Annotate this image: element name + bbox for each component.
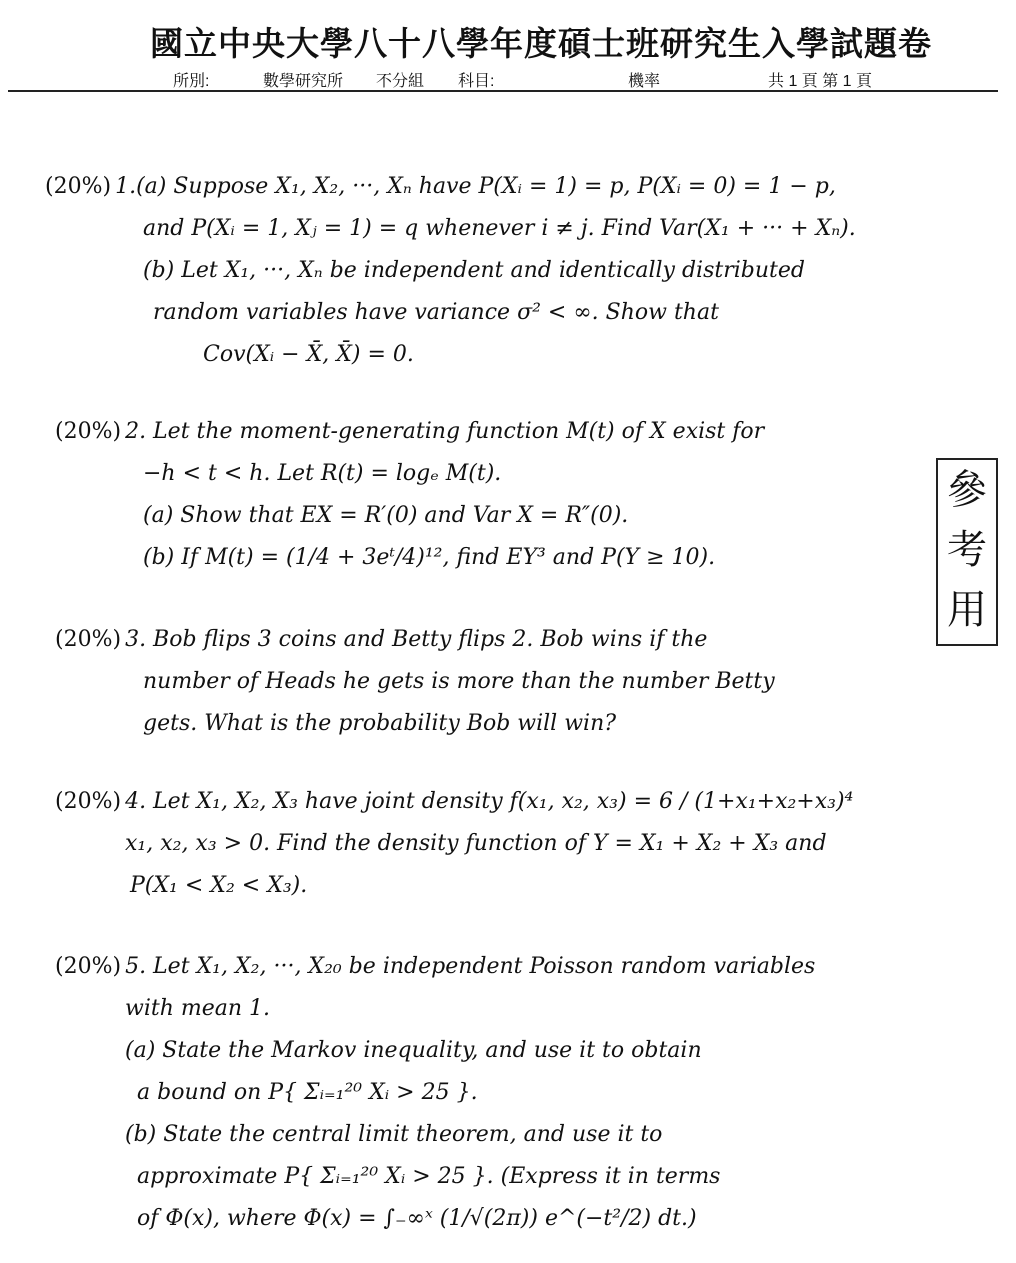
exam-header-row — [8, 64, 998, 92]
question-line: 4. Let X₁, X₂, X₃ have joint density f(x₁, x₂, x₃) = 6 / (1+x₁+x₂+x₃)⁴ — [125, 789, 854, 814]
stamp-char: 考 — [947, 527, 987, 573]
question-line: and P(Xᵢ = 1, Xⱼ = 1) = q whenever i ≠ j. Find Var(X₁ + ··· + Xₙ). — [143, 216, 856, 241]
question-line: x₁, x₂, x₃ > 0. Find the density function of Y = X₁ + X₂ + X₃ and — [125, 831, 827, 856]
question-line: −h < t < h. Let R(t) = logₑ M(t). — [143, 461, 502, 486]
question-line: 1.(a) Suppose X₁, X₂, ···, Xₙ have P(Xᵢ = 1) = p, P(Xᵢ = 0) = 1 − p, — [115, 174, 836, 199]
question-line: random variables have variance σ² < ∞. Show that — [153, 300, 719, 325]
question-line: 5. Let X₁, X₂, ···, X₂₀ be independent Poisson random variables — [125, 954, 816, 979]
question-1 — [45, 165, 856, 375]
question-3 — [55, 618, 775, 744]
question-5 — [55, 945, 815, 1239]
question-line: gets. What is the probability Bob will win? — [143, 711, 617, 736]
question-score: (20%) — [55, 789, 122, 814]
exam-title: 國立中央大學八十八學年度碩士班研究生入學試題卷 — [150, 24, 932, 63]
question-line: 3. Bob flips 3 coins and Betty flips 2. Bob wins if the — [125, 627, 708, 652]
question-line: (b) State the central limit theorem, and use it to — [125, 1122, 663, 1147]
question-line: (b) If M(t) = (1/4 + 3eᵗ/4)¹², find EY³ and P(Y ≥ 10). — [143, 545, 716, 570]
question-line: P(X₁ < X₂ < X₃). — [130, 873, 308, 898]
question-line: a bound on P{ Σᵢ₌₁²⁰ Xᵢ > 25 }. — [137, 1080, 478, 1105]
question-line: 2. Let the moment-generating function M(t) of X exist for — [125, 419, 765, 444]
question-line: with mean 1. — [125, 996, 271, 1021]
dept-label: 所別: — [173, 73, 210, 90]
question-line: (a) State the Markov inequality, and use it to obtain — [125, 1038, 702, 1063]
dept-value: 數學研究所 — [263, 73, 344, 90]
question-line: number of Heads he gets is more than the number Betty — [143, 669, 775, 694]
question-line: Cov(Xᵢ − X̄, X̄) = 0. — [203, 342, 414, 367]
question-2 — [55, 410, 764, 578]
subject-value: 機率 — [628, 73, 661, 90]
stamp-char: 用 — [947, 587, 987, 633]
question-line: of Φ(x), where Φ(x) = ∫₋∞ˣ (1/√(2π)) e^(−t²/2) dt.) — [137, 1206, 697, 1231]
question-line: (b) Let X₁, ···, Xₙ be independent and identically distributed — [143, 258, 805, 283]
stamp-char: 參 — [947, 467, 987, 513]
page-count: 共 1 頁 第 1 頁 — [768, 73, 873, 90]
question-score: (20%) — [55, 954, 122, 979]
question-score: (20%) — [55, 419, 122, 444]
subject-label: 科目: — [458, 73, 495, 90]
group-value: 不分組 — [376, 73, 425, 90]
question-score: (20%) — [55, 627, 122, 652]
question-line: approximate P{ Σᵢ₌₁²⁰ Xᵢ > 25 }. (Express it in terms — [137, 1164, 721, 1189]
reference-stamp — [936, 458, 998, 646]
question-4 — [55, 780, 853, 906]
question-score: (20%) — [45, 174, 112, 199]
question-line: (a) Show that EX = R′(0) and Var X = R″(0). — [143, 503, 629, 528]
